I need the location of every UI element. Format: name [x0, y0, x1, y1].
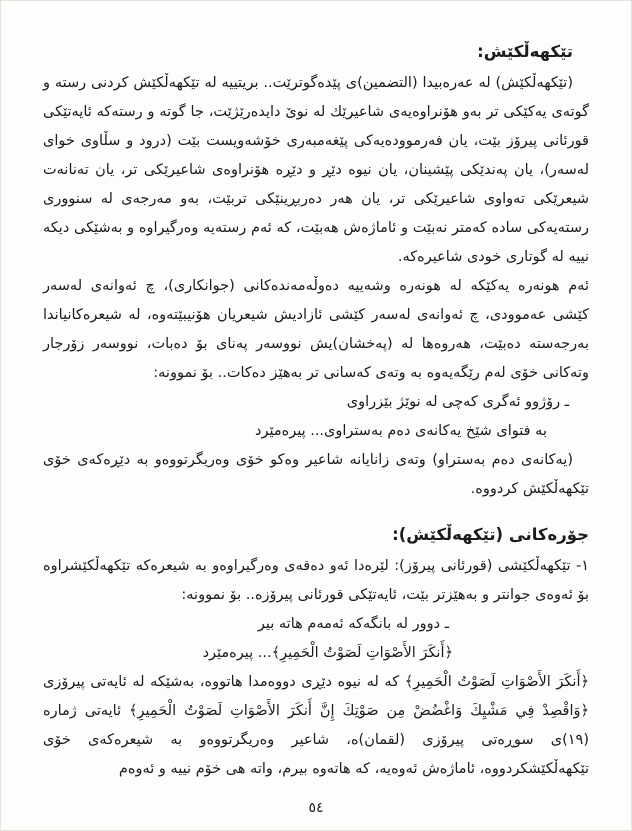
verse-block: [43, 610, 589, 668]
paragraph: (یەكانەی دەم بەستراو) وتەی زانایانه شاعیر وەكو خۆی وەریگرتووەو به دێڕەكەی خۆی تێكهەڵكێش كردووه.: [43, 452, 589, 497]
verse-line: به فتوای شێخ یەكانەی دەم بەستراوی... پیرەمێرد: [255, 423, 547, 439]
verse-line: ـ دوور له بانگەكه ئەمەم هاته بیر: [257, 616, 449, 632]
verse-line: ـ رۆژوو ئەگری كەچی له نوێژ بێزراوی: [346, 394, 569, 410]
section-heading: جۆرەكانی (تێكهەڵكێش):: [392, 525, 589, 544]
paragraph: (تێكهەڵكێش) له عەرەبیدا (التضمین)ی پێدەگوترێت.. بریتییه له تێكهەڵكێش كردنی رسته و گوتەی یەكێكی تر بەو هۆنراوەیەی شاعیرێك له نوێ دایدەرێژێت، جا گوته و رستەكه ئایەتێكی قورئانی پیرۆز بێت، یان فەرموودەیەكی پێغەمبەری خۆشەویست بێت (درود و سڵاوی خوای لەسەر)، یان پەندێكی پێشینان، یان نیوه دێڕ و دێڕه هۆنراوەی شاعیرێكی تر، یان تەنانەت شیعرێكی تەواوی شاعیرێكی تر، یان هەر دەربڕینێكی تربێت، بەو مەرجەی له سنووری رستەیەكی ساده كەمتر نەبێت و ئاماژەش هەبێت، كه ئەم رستەیه وەرگیراوه و بەشێكی دیكه نییه له گوتاری خودی شاعیرەكه.: [43, 75, 589, 265]
verse-block: [43, 388, 589, 446]
paragraph: ١- تێكهەڵكێشی (قورئانی پیرۆز): لێرەدا ئەو دەقەی وەرگیراوەو به شیعرەكه تێكهەڵكێشراوه بۆ ئەوەی جوانتر و بەهێزتر بێت، ئایەتێكی قورئانی پیرۆزه.. بۆ نموونه:: [43, 558, 589, 603]
document-body: [43, 37, 589, 784]
paragraph: ئەم هونەره یەكێكه له هونەره وشەییه دەوڵەمەندەكانی (جوانكاری)، چ ئەوانەی لەسەر كێشی عەموودی، چ ئەوانەی لەسەر كێشی ئازادیش شیعریان هۆنیبێتەوه، له شیعرەكانیاندا بەرجەسته دەبێت، هەروەها له (پەخشان)یش نووسەر پەنای بۆ دەبات، نووسەر زۆرجار وتەكانی خۆی لەم رێگەیەوه به وتەی كەسانی تر بەهێز دەكات.. بۆ نموونه:: [43, 278, 589, 381]
paragraph: ﴿أَنكَرَ الأَصْوَاتِ لَصَوْتُ الْحَمِيرِ﴾ كه له نیوه دێڕی دووەمدا هاتووه، بەشێكه له ئایەتی پیرۆزی ﴿وَاقْصِدْ فِي مَشْيِكَ وَاغْضُضْ مِن صَوْتِكَ إِنَّ أَنكَرَ الأَصْوَاتِ لَصَوْتُ الْحَمِيرِ﴾ ئایەتی ژماره (١٩)ی سوڕەتی پیرۆزی (لقمان)ه، شاعیر وەریگرتووەو به شیعرەكەی خۆی تێكهەڵكێشكردووه، ئاماژەش ئەوەیه، كه هاتەوه بیرم، واته هی خۆم نییه و ئەوەم: [43, 674, 589, 777]
page-number: ٥٤: [308, 800, 324, 816]
verse-line: ﴿أَنكَرَ الأَصْوَاتِ لَصَوْتُ الْحَمِيرِ﴾... پیرەمێرد: [202, 645, 453, 661]
section-heading: تێكهەڵكێش:: [477, 42, 573, 61]
